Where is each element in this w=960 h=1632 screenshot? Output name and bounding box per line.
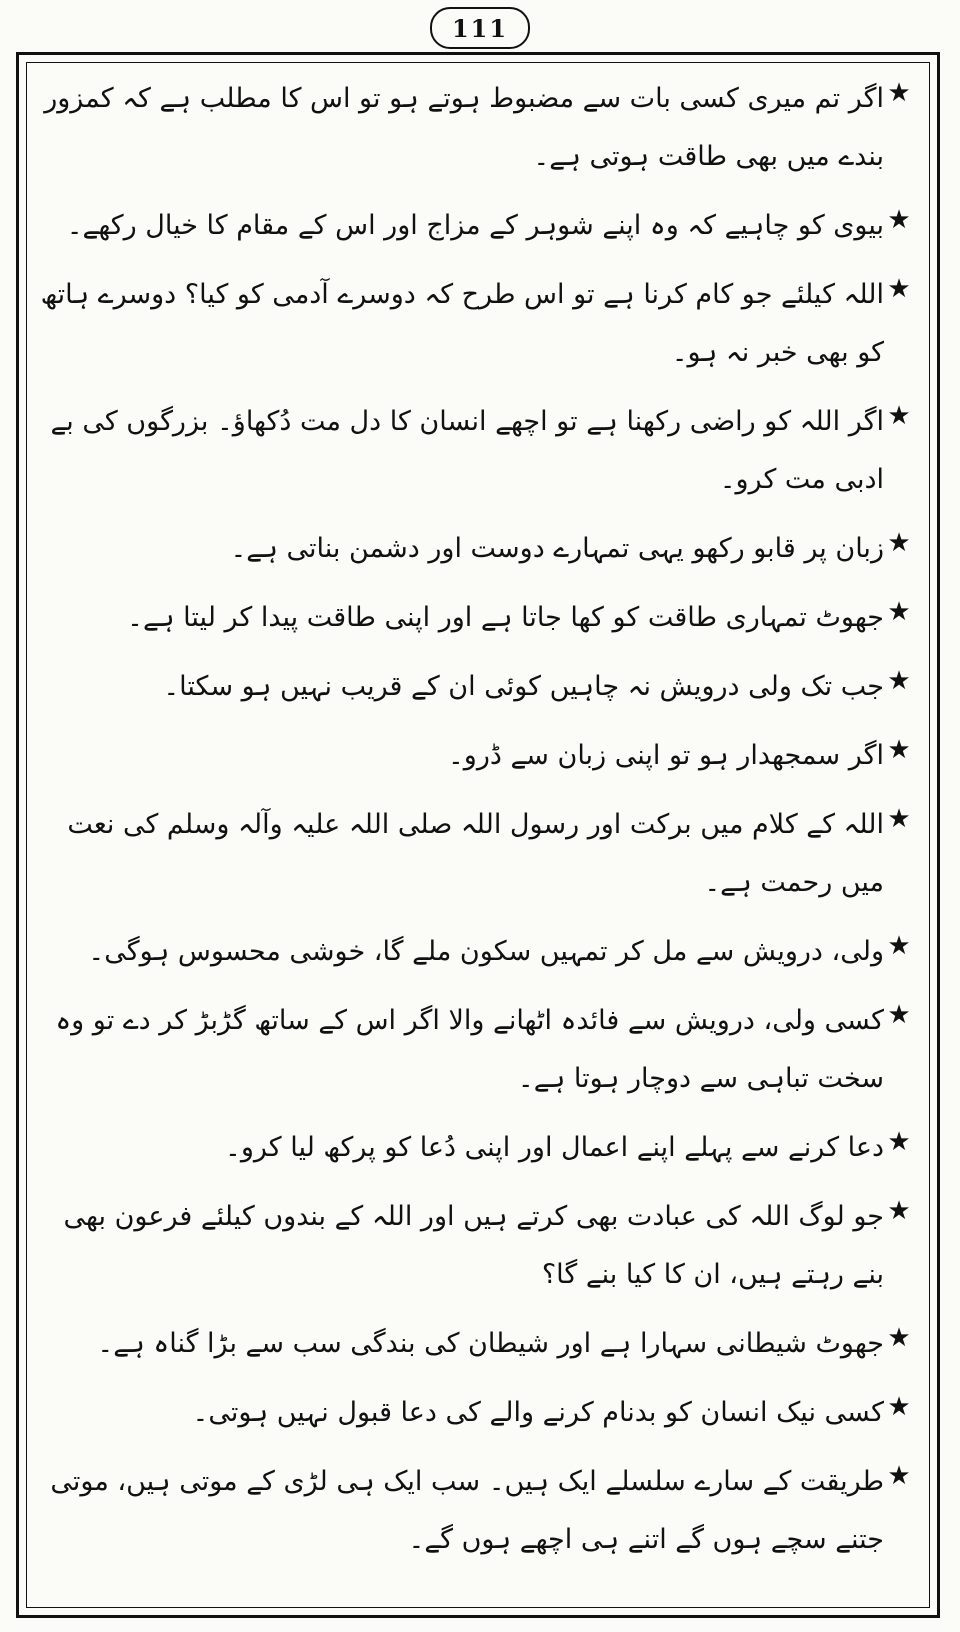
saying-text: طریقت کے سارے سلسلے ایک ہیں۔ سب ایک ہی لڑی کے موتی ہیں، موتی جتنے سچے ہوں گے اتنے ہی اچھے ہوں گے۔ bbox=[50, 1466, 884, 1555]
saying-text: اگر سمجھدار ہو تو اپنی زبان سے ڈرو۔ bbox=[447, 740, 884, 771]
star-icon: ★ bbox=[887, 931, 911, 961]
list-item bbox=[40, 1119, 914, 1177]
star-icon: ★ bbox=[887, 804, 911, 834]
list-item bbox=[40, 658, 914, 716]
star-icon: ★ bbox=[887, 401, 911, 431]
list-item bbox=[40, 1384, 914, 1442]
list-item bbox=[40, 796, 914, 912]
saying-text: کسی نیک انسان کو بدنام کرنے والے کی دعا قبول نہیں ہوتی۔ bbox=[192, 1397, 884, 1428]
saying-text: اگر اللہ کو راضی رکھنا ہے تو اچھے انسان کا دل مت دُکھاؤ۔ بزرگوں کی بے ادبی مت کرو۔ bbox=[50, 406, 884, 495]
saying-text: اگر تم میری کسی بات سے مضبوط ہوتے ہو تو اس کا مطلب ہے کہ کمزور بندے میں بھی طاقت ہوتی ہے۔ bbox=[44, 83, 884, 172]
saying-text: ولی، درویش سے مل کر تمہیں سکون ملے گا، خوشی محسوس ہوگی۔ bbox=[88, 936, 884, 967]
star-icon: ★ bbox=[887, 205, 911, 235]
star-icon: ★ bbox=[887, 528, 911, 558]
saying-text: دعا کرنے سے پہلے اپنے اعمال اور اپنی دُعا کو پرکھ لیا کرو۔ bbox=[225, 1132, 884, 1163]
list-item bbox=[40, 923, 914, 981]
list-item bbox=[40, 727, 914, 785]
list-item bbox=[40, 1188, 914, 1304]
list-item bbox=[40, 589, 914, 647]
saying-text: زبان پر قابو رکھو یہی تمہارے دوست اور دشمن بناتی ہے۔ bbox=[230, 533, 884, 564]
star-icon: ★ bbox=[887, 274, 911, 304]
list-item bbox=[40, 520, 914, 578]
saying-text: جھوٹ تمہاری طاقت کو کھا جاتا ہے اور اپنی طاقت پیدا کر لیتا ہے۔ bbox=[127, 602, 884, 633]
star-icon: ★ bbox=[887, 1323, 911, 1353]
star-icon: ★ bbox=[887, 1196, 911, 1226]
list-item bbox=[40, 197, 914, 255]
star-icon: ★ bbox=[887, 735, 911, 765]
saying-text: جھوٹ شیطانی سہارا ہے اور شیطان کی بندگی سب سے بڑا گناہ ہے۔ bbox=[97, 1328, 884, 1359]
list-item bbox=[40, 266, 914, 382]
saying-text: جب تک ولی درویش نہ چاہیں کوئی ان کے قریب نہیں ہو سکتا۔ bbox=[163, 671, 884, 702]
star-icon: ★ bbox=[887, 78, 911, 108]
page-number: 111 bbox=[430, 7, 530, 49]
list-item bbox=[40, 70, 914, 186]
saying-text: جو لوگ اللہ کی عبادت بھی کرتے ہیں اور اللہ کے بندوں کیلئے فرعون بھی بنے رہتے ہیں، ان کا کیا بنے گا؟ bbox=[63, 1201, 884, 1290]
list-item bbox=[40, 1315, 914, 1373]
star-icon: ★ bbox=[887, 1392, 911, 1422]
sayings-list bbox=[40, 70, 914, 1600]
star-icon: ★ bbox=[887, 1461, 911, 1491]
star-icon: ★ bbox=[887, 597, 911, 627]
saying-text: کسی ولی، درویش سے فائدہ اٹھانے والا اگر اس کے ساتھ گڑبڑ کر دے تو وہ سخت تباہی سے دوچار ہوتا ہے۔ bbox=[55, 1005, 884, 1094]
star-icon: ★ bbox=[887, 1127, 911, 1157]
saying-text: اللہ کیلئے جو کام کرنا ہے تو اس طرح کہ دوسرے آدمی کو کیا؟ دوسرے ہاتھ کو بھی خبر نہ ہو۔ bbox=[40, 279, 884, 368]
star-icon: ★ bbox=[887, 666, 911, 696]
saying-text: بیوی کو چاہیے کہ وہ اپنے شوہر کے مزاج اور اس کے مقام کا خیال رکھے۔ bbox=[66, 210, 884, 241]
saying-text: اللہ کے کلام میں برکت اور رسول اللہ صلی اللہ علیہ وآلہ وسلم کی نعت میں رحمت ہے۔ bbox=[67, 809, 884, 898]
list-item bbox=[40, 1453, 914, 1569]
list-item bbox=[40, 393, 914, 509]
page-header bbox=[0, 6, 960, 50]
list-item bbox=[40, 992, 914, 1108]
star-icon: ★ bbox=[887, 1000, 911, 1030]
